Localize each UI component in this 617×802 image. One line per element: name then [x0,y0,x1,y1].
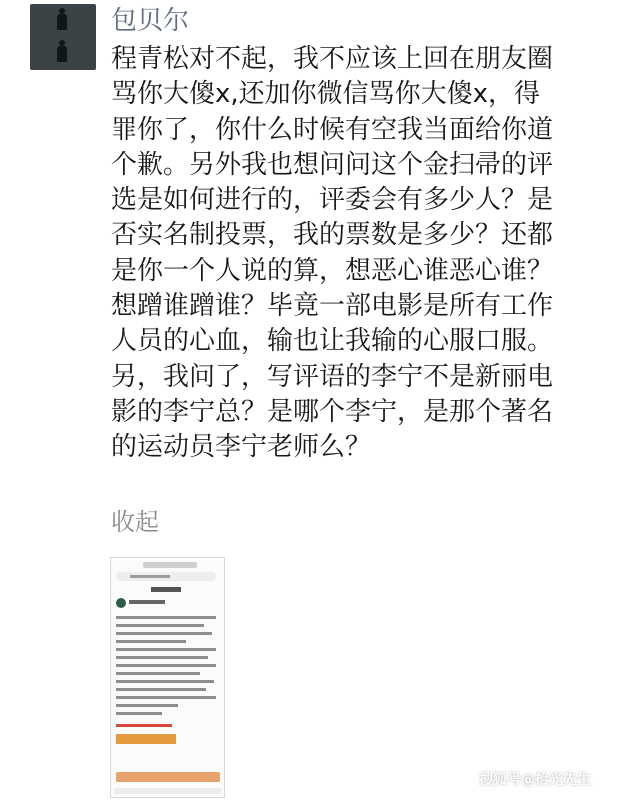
thumb-badge [116,734,176,744]
thumb-text-line [116,696,216,699]
thumb-status-bar [143,562,197,568]
post-text [111,42,606,466]
attached-screenshot-image[interactable] [110,557,225,798]
thumb-address-bar [116,572,216,581]
thumb-text-line [116,688,206,691]
thumb-text-line [116,704,178,707]
post-text-line: 选是如何进行的，评委会有多少人？是 [111,185,554,216]
post-text-line: 个歉。另外我也想问问这个金扫帚的评 [111,149,554,180]
thumb-title [151,587,181,592]
person-silhouette-icon [57,14,67,30]
thumb-action-bar [116,772,220,782]
thumb-text-line [116,672,200,675]
thumb-text-line [116,632,212,635]
post-text-line: 罪你了，你什么时候有空我当面给你道 [111,114,554,145]
post-text-line: 否实名制投票，我的票数是多少？还都 [111,220,554,251]
thumb-footer [114,788,221,794]
author-name[interactable]: 包贝尔 [111,6,190,36]
thumb-highlight-line [116,724,172,727]
thumb-text-line [116,680,214,683]
thumb-avatar [116,598,126,608]
thumb-author [129,600,165,604]
thumb-text-line [116,656,208,659]
thumb-text-line [116,640,186,643]
post-text-line: 的运动员李宁老师么？ [111,432,372,463]
thumb-text-line [116,648,216,651]
post-text-line: 骂你大傻x,还加你微信骂你大傻x，得 [111,79,541,110]
person-silhouette-icon [57,46,67,62]
post-text-line: 程青松对不起，我不应该上回在朋友圈 [111,44,554,74]
watermark: 搜狐号@拾光先生 [479,772,591,788]
post-text-line: 是你一个人说的算，想恶心谁恶心谁？ [111,255,554,286]
collapse-button[interactable]: 收起 [111,508,159,536]
post-text-line: 人员的心血，输也让我输的心服口服。 [111,326,554,357]
post-text-line: 影的李宁总？是哪个李宁，是那个著名 [111,396,554,427]
thumb-text-line [116,624,204,627]
thumb-text-line [116,616,216,619]
thumb-text-line [116,664,216,667]
post-text-line: 想蹭谁蹭谁？毕竟一部电影是所有工作 [111,291,554,322]
thumb-text-line [116,712,162,715]
post-text-line: 另，我问了，写评语的李宁不是新丽电 [111,361,554,392]
user-avatar[interactable] [30,4,96,70]
